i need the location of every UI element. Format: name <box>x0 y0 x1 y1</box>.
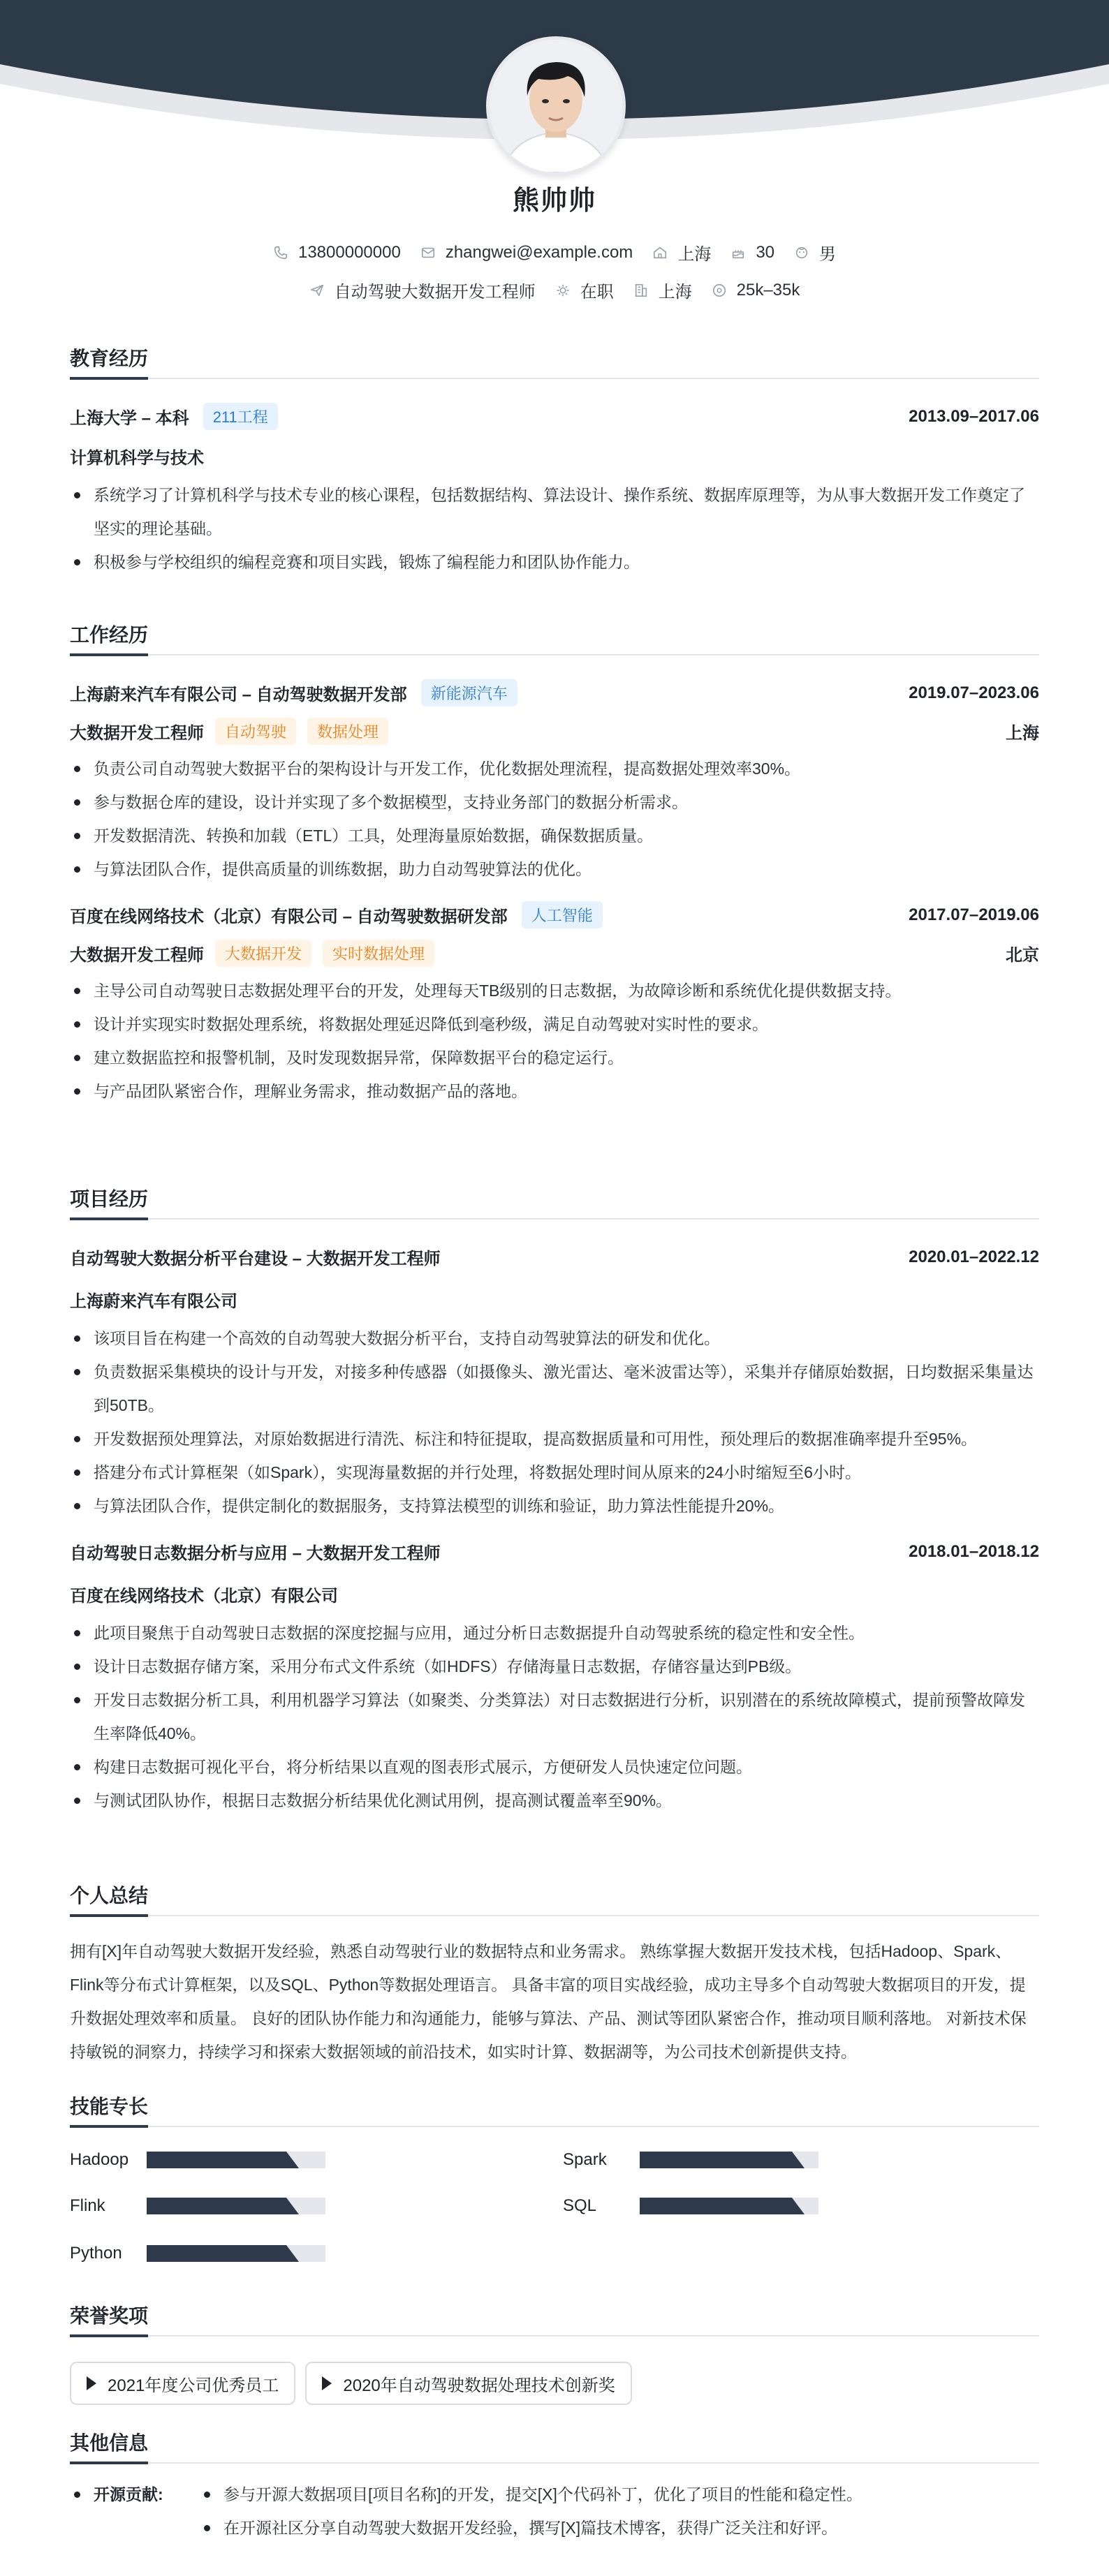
list-item: 参与数据仓库的建设，设计并实现了多个数据模型，支持业务部门的数据分析需求。 <box>70 785 1039 819</box>
salary-item <box>712 281 800 300</box>
awards-section <box>70 2301 1039 2405</box>
contact-row <box>0 240 1109 265</box>
gender-icon <box>794 245 809 260</box>
skill-level-bar <box>640 2152 818 2168</box>
phone-item <box>273 243 401 262</box>
target-job-item <box>309 278 536 302</box>
industry-tag: 新能源汽车 <box>421 679 517 706</box>
job-header <box>70 679 1039 706</box>
section-divider <box>70 654 1039 656</box>
project-name: 自动驾驶大数据分析平台建设 – 大数据开发工程师 <box>70 1250 441 1268</box>
job-role: 大数据开发工程师 <box>70 946 204 965</box>
award-label: 2021年度公司优秀员工 <box>108 2376 279 2395</box>
building-icon <box>633 283 649 298</box>
company-name: 上海蔚来汽车有限公司 – 自动驾驶数据开发部 <box>70 686 407 704</box>
skill-level-fill-tip <box>278 2245 299 2262</box>
skill-item <box>70 2196 325 2216</box>
skill-tag: 实时数据处理 <box>323 940 434 967</box>
job-city: 北京 <box>1006 946 1039 965</box>
gender-item <box>794 240 836 265</box>
location-text: 上海 <box>677 245 712 264</box>
section-title: 技能专长 <box>70 2092 148 2128</box>
section-divider <box>70 1218 1039 1220</box>
list-item: 搭建分布式计算框架（如Spark），实现海量数据的并行处理，将数据处理时间从原来的24小时缩短至6小时。 <box>70 1456 1039 1489</box>
status-icon <box>555 283 571 298</box>
skill-tag: 自动驾驶 <box>215 718 296 745</box>
school-name: 上海大学 – 本科 <box>70 409 189 428</box>
job-duties <box>70 752 1039 886</box>
list-item: 在开源社区分享自动驾驶大数据开发经验，撰写[X]篇技术博客，获得广泛关注和好评。 <box>200 2511 862 2545</box>
skill-level-bar <box>147 2245 325 2262</box>
skill-name: SQL <box>563 2196 597 2215</box>
list-item: 设计日志数据存储方案，采用分布式文件系统（如HDFS）存储海量日志数据，存储容量达到PB级。 <box>70 1650 1039 1683</box>
target-city-item <box>633 278 692 302</box>
award-label: 2020年自动驾驶数据处理技术创新奖 <box>343 2376 615 2395</box>
section-divider <box>70 2126 1039 2127</box>
job-duties <box>70 974 1039 1108</box>
age-icon <box>730 245 746 260</box>
education-header <box>70 403 1039 430</box>
projects-section <box>70 1184 1039 1817</box>
project-company-row <box>70 1287 1039 1312</box>
job-period: 2017.07–2019.06 <box>909 905 1039 924</box>
list-item: 负责数据采集模块的设计与开发，对接多种传感器（如摄像头、激光雷达、毫米波雷达等），采集并存储原始数据，日均数据采集量达到50TB。 <box>70 1355 1039 1422</box>
skill-item <box>563 2150 818 2170</box>
list-item: 积极参与学校组织的编程竞赛和项目实践，锻炼了编程能力和团队协作能力。 <box>70 545 1039 579</box>
project-details <box>70 1616 1039 1817</box>
skill-level-fill-tip <box>278 2198 299 2214</box>
skill-level-fill <box>640 2152 784 2168</box>
section-divider <box>70 2335 1039 2337</box>
company-name: 百度在线网络技术（北京）有限公司 – 自动驾驶数据研发部 <box>70 908 508 926</box>
skill-level-fill <box>147 2245 278 2262</box>
award-triangle-icon <box>322 2376 332 2390</box>
opensource-row <box>70 2478 1039 2545</box>
award-triangle-icon <box>87 2376 96 2390</box>
award-chip <box>70 2362 295 2405</box>
project-period: 2020.01–2022.12 <box>909 1247 1039 1266</box>
job-city: 上海 <box>1006 724 1039 743</box>
skill-name: Flink <box>70 2196 105 2215</box>
status-text: 在职 <box>580 283 614 302</box>
skills-section <box>70 2092 1039 2127</box>
gender-text: 男 <box>819 245 837 264</box>
job-role: 大数据开发工程师 <box>70 724 204 743</box>
target-job-text: 自动驾驶大数据开发工程师 <box>334 283 536 302</box>
school-tag: 211工程 <box>203 403 278 430</box>
list-item: 开发日志数据分析工具，利用机器学习算法（如聚类、分类算法）对日志数据进行分析，识别潜在的系统故障模式，提前预警故障发生率降低40%。 <box>70 1683 1039 1750</box>
skill-tag: 数据处理 <box>307 718 388 745</box>
industry-tag: 人工智能 <box>522 901 603 928</box>
project-details <box>70 1322 1039 1523</box>
job-role-row <box>70 940 1039 967</box>
salary-text: 25k–35k <box>736 280 800 299</box>
summary-text: 拥有[X]年自动驾驶大数据开发经验，熟悉自动驾驶行业的数据特点和业务需求。 熟练掌握大数据开发技术栈，包括Hadoop、Spark、Flink等分布式计算框架，以及SQL、Python等数据处理语言。 具备丰富的项目实战经验，成功主导多个自动驾驶大数据项目的开发，提升数据处理效率和质量。 良好的团队协作能力和沟通能力，能够与算法、产品、测试等团队紧密合作，推动项目顺利落地。 对新技术保持敏锐的洞察力，持续学习和探索大数据领域的前沿技术，如实时计算、数据湖等，为公司技术创新提供支持。 <box>70 1942 1027 2061</box>
section-title: 荣誉奖项 <box>70 2301 148 2337</box>
list-item: 与算法团队合作，提供高质量的训练数据，助力自动驾驶算法的优化。 <box>70 852 1039 886</box>
section-divider <box>70 2462 1039 2464</box>
work-section <box>70 620 1039 1108</box>
project-company-row <box>70 1582 1039 1606</box>
list-item: 开发数据预处理算法，对原始数据进行清洗、标注和特征提取，提高数据质量和可用性，预处理后的数据准确率提升至95%。 <box>70 1422 1039 1456</box>
email-item <box>420 243 633 262</box>
skill-level-fill <box>640 2198 784 2214</box>
project-header <box>70 1245 1039 1269</box>
section-title: 项目经历 <box>70 1184 148 1220</box>
list-item: 构建日志数据可视化平台，将分析结果以直观的图表形式展示，方便研发人员快速定位问题。 <box>70 1750 1039 1784</box>
project-company: 百度在线网络技术（北京）有限公司 <box>70 1587 338 1606</box>
education-list <box>70 478 1039 579</box>
list-item: 与测试团队协作，根据日志数据分析结果优化测试用例，提高测试覆盖率至90%。 <box>70 1784 1039 1817</box>
salary-icon <box>712 283 727 298</box>
project-name: 自动驾驶日志数据分析与应用 – 大数据开发工程师 <box>70 1544 441 1563</box>
list-item: 与算法团队合作，提供定制化的数据服务，支持算法模型的训练和验证，助力算法性能提升20%。 <box>70 1489 1039 1523</box>
job-role-row <box>70 718 1039 745</box>
mail-icon <box>420 245 436 260</box>
skill-level-bar <box>147 2152 325 2168</box>
section-title: 其他信息 <box>70 2428 148 2464</box>
section-title: 工作经历 <box>70 620 148 656</box>
skill-level-fill-tip <box>784 2152 805 2168</box>
project-header <box>70 1539 1039 1564</box>
list-item: 该项目旨在构建一个高效的自动驾驶大数据分析平台，支持自动驾驶算法的研发和优化。 <box>70 1322 1039 1355</box>
education-section <box>70 343 1039 579</box>
list-item: 设计并实现实时数据处理系统，将数据处理延迟降低到毫秒级，满足自动驾驶对实时性的要求。 <box>70 1007 1039 1041</box>
skill-item <box>563 2196 818 2216</box>
project-period: 2018.01–2018.12 <box>909 1541 1039 1561</box>
list-item: 此项目聚焦于自动驾驶日志数据的深度挖掘与应用，通过分析日志数据提升自动驾驶系统的稳定性和安全性。 <box>70 1616 1039 1650</box>
list-item: 与产品团队紧密合作，理解业务需求，推动数据产品的落地。 <box>70 1074 1039 1108</box>
education-period: 2013.09–2017.06 <box>909 406 1039 426</box>
avatar <box>486 36 626 176</box>
awards-list <box>70 2362 1039 2405</box>
send-icon <box>309 283 325 298</box>
major-row <box>70 444 1039 468</box>
status-item <box>555 278 614 302</box>
skill-name: Python <box>70 2244 122 2263</box>
list-item: 参与开源大数据项目[项目名称]的开发，提交[X]个代码补丁，优化了项目的性能和稳定性。 <box>200 2478 862 2511</box>
major-name: 计算机科学与技术 <box>70 449 204 468</box>
summary-section <box>70 1881 1039 2068</box>
other-section <box>70 2428 1039 2545</box>
location-item <box>652 240 711 265</box>
age-item <box>730 243 774 262</box>
job-period: 2019.07–2023.06 <box>909 683 1039 702</box>
opensource-label: 开源贡献: <box>70 2478 200 2545</box>
project-company: 上海蔚来汽车有限公司 <box>70 1292 237 1311</box>
job-header <box>70 901 1039 928</box>
skill-name: Hadoop <box>70 2150 129 2169</box>
age-text: 30 <box>756 242 775 262</box>
phone-icon <box>273 245 288 260</box>
list-item: 负责公司自动驾驶大数据平台的架构设计与开发工作，优化数据处理流程，提高数据处理效率30%。 <box>70 752 1039 785</box>
section-title: 教育经历 <box>70 343 148 380</box>
skill-item <box>70 2244 325 2263</box>
candidate-name: 熊帅帅 <box>512 186 596 216</box>
email-text: zhangwei@example.com <box>445 242 633 262</box>
skill-tag: 大数据开发 <box>215 940 311 967</box>
list-item: 主导公司自动驾驶日志数据处理平台的开发，处理每天TB级别的日志数据，为故障诊断和系统优化提供数据支持。 <box>70 974 1039 1007</box>
skill-item <box>70 2150 325 2170</box>
avatar-portrait-icon <box>490 40 622 172</box>
list-item: 建立数据监控和报警机制，及时发现数据异常，保障数据平台的稳定运行。 <box>70 1041 1039 1074</box>
section-title: 个人总结 <box>70 1881 148 1917</box>
job-intent-row <box>0 278 1109 302</box>
phone-text: 13800000000 <box>298 242 401 262</box>
award-chip <box>305 2362 631 2405</box>
skill-level-bar <box>147 2198 325 2214</box>
list-item: 系统学习了计算机科学与技术专业的核心课程，包括数据结构、算法设计、操作系统、数据库原理等，为从事大数据开发工作奠定了坚实的理论基础。 <box>70 478 1039 545</box>
skill-level-fill-tip <box>784 2198 805 2214</box>
skill-level-fill <box>147 2198 278 2214</box>
section-divider <box>70 378 1039 379</box>
home-icon <box>652 245 668 260</box>
target-city-text: 上海 <box>658 283 692 302</box>
section-divider <box>70 1915 1039 1916</box>
skill-name: Spark <box>563 2150 607 2169</box>
list-item: 开发数据清洗、转换和加载（ETL）工具，处理海量原始数据，确保数据质量。 <box>70 819 1039 852</box>
skill-level-fill <box>147 2152 278 2168</box>
opensource-list <box>200 2478 862 2545</box>
skill-level-fill-tip <box>278 2152 299 2168</box>
skill-level-bar <box>640 2198 818 2214</box>
